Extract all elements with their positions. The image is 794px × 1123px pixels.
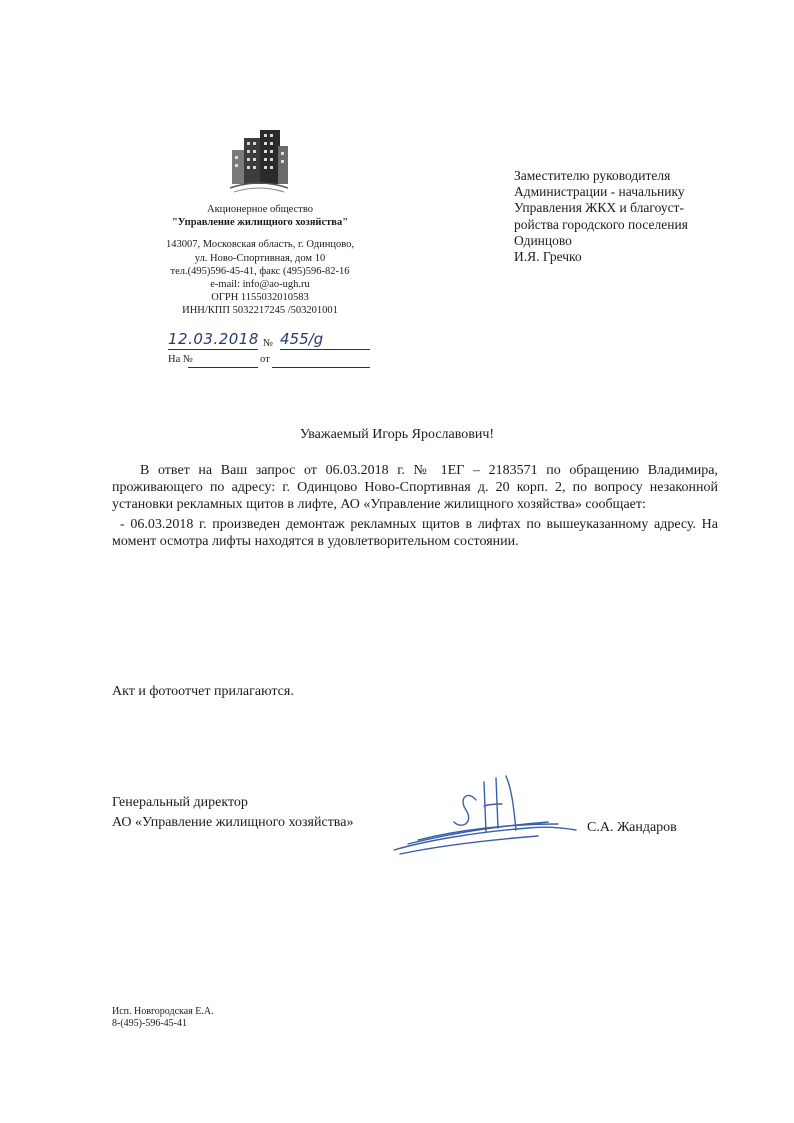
- letter-paragraph: В ответ на Ваш запрос от 06.03.2018 г. № 1ЕГ – 2183571 по обращению Владимира, проживающего по адресу: г. Одинцово Ново-Спортивная д. 20 корп. 2, по вопросу незаконной установки рекламных щитов в лифте, АО «Управление жилищного хозяйства» сообщает:: [112, 463, 718, 512]
- addressee-line: Одинцово: [514, 232, 572, 248]
- org-inn-kpp: ИНН/КПП 5032217245 /503201001: [182, 305, 338, 317]
- attachment-note: Акт и фотоотчет прилагаются.: [112, 684, 294, 699]
- signer-organization: АО «Управление жилищного хозяйства»: [112, 815, 354, 830]
- addressee-line: Заместителю руководителя: [514, 168, 671, 183]
- reference-number-label: На №: [168, 354, 193, 365]
- company-logo-building-icon: [228, 128, 290, 194]
- reference-from-label: от: [260, 354, 270, 365]
- registration-date: 12.03.2018: [168, 330, 259, 348]
- letter-body: [112, 462, 718, 550]
- registration-number: 455/g: [280, 330, 370, 350]
- salutation: Уважаемый Игорь Ярославович!: [299, 427, 495, 442]
- org-type: Акционерное общество: [207, 204, 313, 215]
- org-ogrn: ОГРН 1155032010583: [211, 292, 309, 304]
- signer-position: Генеральный директор: [112, 795, 248, 810]
- letterhead-org-block: [150, 203, 370, 318]
- executor-phone: 8-(495)-596-45-41: [112, 1018, 187, 1029]
- handwritten-signature: [388, 770, 578, 860]
- org-name: "Управление жилищного хозяйства": [171, 217, 349, 229]
- signer-name: С.А. Жандаров: [587, 820, 677, 835]
- executor-name: Исп. Новгородская Е.А.: [112, 1006, 214, 1017]
- letter-paragraph: - 06.03.2018 г. произведен демонтаж рекламных щитов в лифтах по вышеуказанному адресу. На момент осмотра лифты находятся в удовлетворительном состоянии.: [112, 517, 718, 549]
- addressee-line: Администрации - начальнику: [514, 184, 685, 200]
- org-address-line-1: 143007, Московская область, г. Одинцово,: [166, 239, 354, 251]
- reference-number-line: [188, 367, 258, 368]
- org-phone: тел.(495)596-45-41, факс (495)596-82-16: [170, 265, 350, 277]
- registration-block: [168, 330, 373, 370]
- executor-block: [112, 1006, 214, 1030]
- registration-number-label: №: [263, 338, 274, 349]
- signer-block: [112, 793, 353, 833]
- reference-from-line: [272, 367, 370, 368]
- addressee-line: ройства городского поселения: [514, 216, 688, 232]
- org-email: e-mail: info@ao-ugh.ru: [210, 279, 310, 291]
- addressee-block: [514, 168, 754, 265]
- addressee-line: И.Я. Гречко: [514, 249, 582, 265]
- org-address-line-2: ул. Ново-Спортивная, дом 10: [194, 252, 326, 264]
- addressee-line: Управления ЖКХ и благоуст-: [514, 200, 684, 216]
